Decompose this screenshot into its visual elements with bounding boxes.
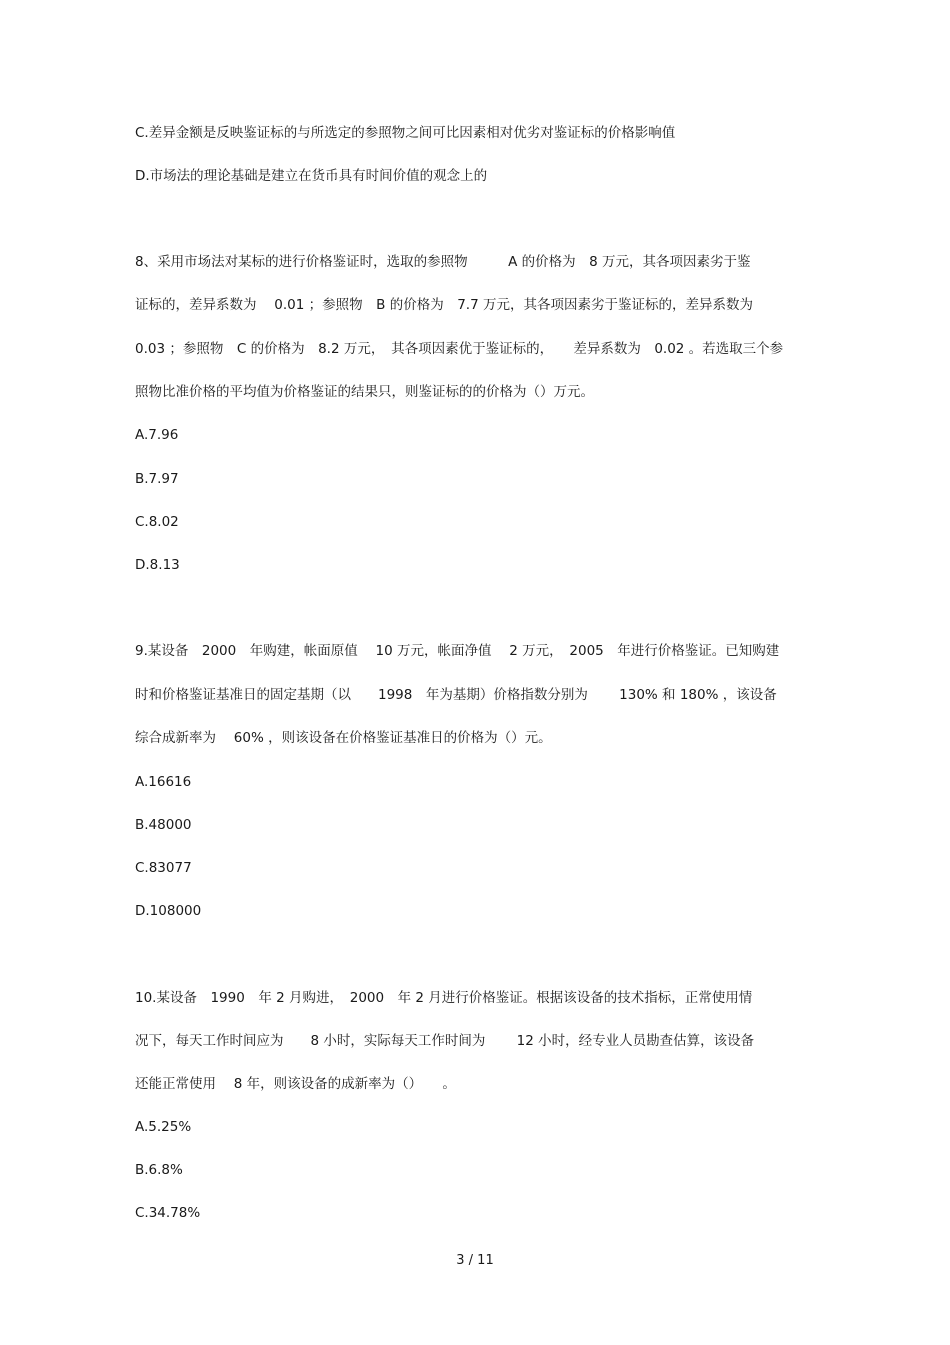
q10-stem-line-3: 还能正常使用 8 年，则该设备的成新率为（） 。	[135, 1076, 456, 1092]
q8-stem-line-4: 照物比准价格的平均值为价格鉴证的结果只，则鉴证标的的价格为（）万元。	[135, 384, 594, 400]
q8-option-b: B.7.97	[135, 471, 179, 487]
q9-stem-line-1: 9.某设备 2000 年购建，帐面原值 10 万元，帐面净值 2 万元， 2005 年进行价格鉴证。已知购建	[135, 643, 780, 659]
q7-option-d: D.市场法的理论基础是建立在货币具有时间价值的观念上的	[135, 168, 488, 184]
q9-option-c: C.83077	[135, 860, 192, 876]
page-number: 3 / 11	[456, 1253, 494, 1268]
q8-stem-line-2: 证标的，差异系数为 0.01 ；参照物 B 的价格为 7.7 万元，其各项因素劣于鉴证标的，差异系数为	[135, 297, 753, 313]
q10-stem-line-2: 况下，每天工作时间应为 8 小时，实际每天工作时间为 12 小时，经专业人员勘查估算，该设备	[135, 1033, 755, 1049]
q9-option-b: B.48000	[135, 817, 192, 833]
q7-option-c: C.差异金额是反映鉴证标的与所选定的参照物之间可比因素相对优劣对鉴证标的价格影响值	[135, 125, 676, 141]
q10-option-a: A.5.25%	[135, 1119, 192, 1135]
q9-stem-line-3: 综合成新率为 60% ，则该设备在价格鉴证基准日的价格为（）元。	[135, 730, 552, 746]
q10-option-b: B.6.8%	[135, 1162, 183, 1178]
q8-stem-line-3: 0.03 ；参照物 C 的价格为 8.2 万元， 其各项因素优于鉴证标的， 差异系数为 0.02 。若选取三个参	[135, 341, 784, 357]
q9-option-a: A.16616	[135, 774, 192, 790]
q8-option-a: A.7.96	[135, 427, 179, 443]
q8-stem-line-1: 8、采用市场法对某标的进行价格鉴证时，选取的参照物 A 的价格为 8 万元，其各项因素劣于鉴	[135, 254, 751, 270]
q8-option-d: D.8.13	[135, 557, 180, 573]
q10-option-c: C.34.78%	[135, 1205, 201, 1221]
q10-stem-line-1: 10.某设备 1990 年 2 月购进， 2000 年 2 月进行价格鉴证。根据该设备的技术指标，正常使用情	[135, 990, 753, 1006]
q9-stem-line-2: 时和价格鉴证基准日的固定基期（以 1998 年为基期）价格指数分别为 130% 和 180% ，该设备	[135, 687, 777, 703]
q8-option-c: C.8.02	[135, 514, 179, 530]
q9-option-d: D.108000	[135, 903, 202, 919]
